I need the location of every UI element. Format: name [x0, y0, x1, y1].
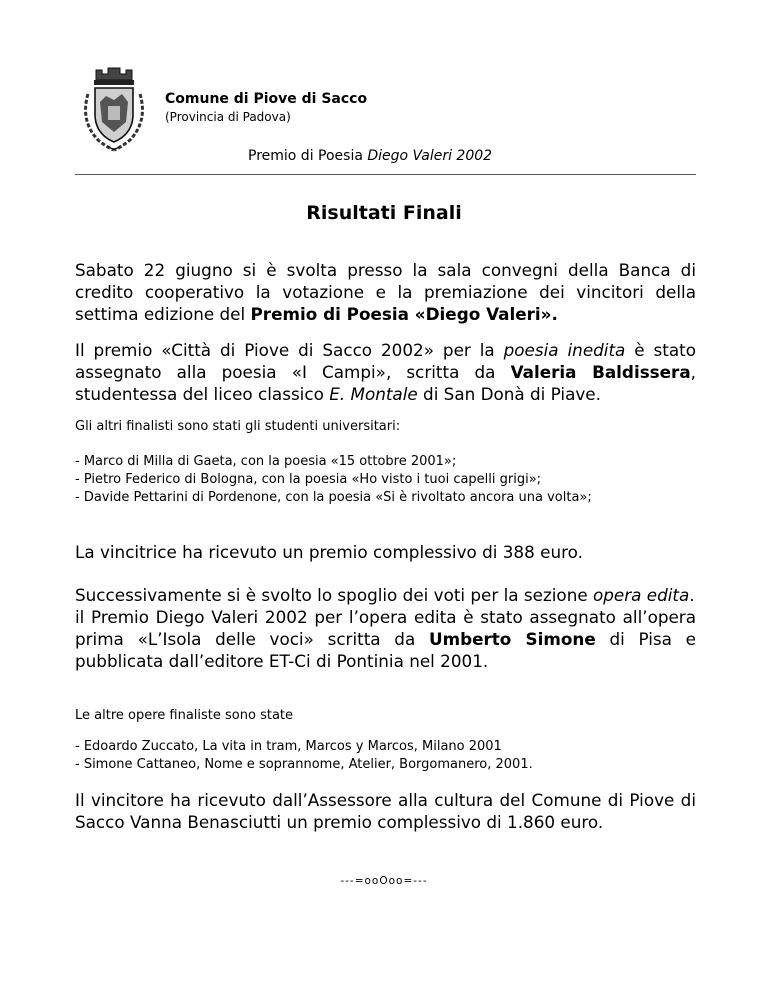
paragraph-intro [75, 259, 696, 325]
paragraph-finalists-intro: Gli altri finalisti sono stati gli studenti universitari: [75, 419, 401, 434]
p5-winner: Umberto Simone [428, 629, 596, 649]
p5-text-4: di Pisa e pubblicata dall’editore ET-Ci di Pontinia nel 2001. [75, 629, 696, 671]
comune-name: Comune di Piove di Sacco [165, 91, 368, 107]
paragraph-poesia-inedita [75, 339, 696, 405]
list-item: - Davide Pettarini di Pordenone, con la poesia «Si è rivoltato ancora una volta»; [75, 490, 592, 505]
intro-text: Sabato 22 giugno si è svolta presso la sala convegni della Banca di credito cooperativo la votazione e la premiazione dei vincitori della settima edizione del [75, 260, 696, 324]
other-works-list [75, 738, 696, 774]
p2-winner: Valeria Baldissera [510, 362, 691, 382]
p2-text-2: è stato assegnato alla poesia «I Campi», scritta da [75, 340, 696, 382]
p5-text-1: Successivamente si è svolto lo spoglio dei voti per la sezione [75, 585, 593, 605]
paragraph-prize-amount: La vincitrice ha ricevuto un premio complessivo di 388 euro. [75, 542, 583, 562]
provincia-name: (Provincia di Padova) [165, 110, 291, 124]
p2-text-3: , studentessa del liceo classico [75, 362, 697, 404]
coat-of-arms-icon [78, 66, 150, 152]
p5-text-3: il Premio Diego Valeri 2002 per l’opera edita è stato assegnato all’opera prima «L’Isola delle voci» scritta da [75, 607, 696, 649]
end-mark: ---=ooOoo=--- [340, 875, 428, 887]
premio-subtitle [0, 148, 768, 164]
premio-name: Diego Valeri 2002 [367, 148, 493, 164]
list-item: - Simone Cattaneo, Nome e soprannome, Atelier, Borgomanero, 2001. [75, 757, 533, 772]
header-divider [75, 174, 696, 175]
finalists-list [75, 453, 696, 507]
list-item: - Edoardo Zuccato, La vita in tram, Marcos y Marcos, Milano 2001 [75, 739, 502, 754]
p2-italic-2: E. Montale [329, 384, 418, 404]
paragraph-other-works-intro: Le altre opere finaliste sono state [75, 708, 294, 723]
p5-italic-1: opera edita [593, 585, 690, 605]
p2-text-4: di San Donà di Piave. [417, 384, 601, 404]
paragraph-opera-edita [75, 584, 696, 672]
p2-italic-1: poesia inedita [503, 340, 626, 360]
p2-text-1: Il premio «Città di Piove di Sacco 2002» per la [75, 340, 504, 360]
p5-text-2: . [689, 585, 695, 605]
premio-prefix: Premio di Poesia [248, 148, 368, 164]
list-item: - Pietro Federico di Bologna, con la poesia «Ho visto i tuoi capelli grigi»; [75, 472, 542, 487]
list-item: - Marco di Milla di Gaeta, con la poesia «15 ottobre 2001»; [75, 454, 457, 469]
page-title: Risultati Finali [306, 202, 462, 224]
paragraph-closing: Il vincitore ha ricevuto dall’Assessore alla cultura del Comune di Piove di Sacco Vanna Benasciutti un premio complessivo di 1.860 euro. [75, 790, 696, 832]
intro-bold: Premio di Poesia «Diego Valeri». [250, 304, 558, 324]
